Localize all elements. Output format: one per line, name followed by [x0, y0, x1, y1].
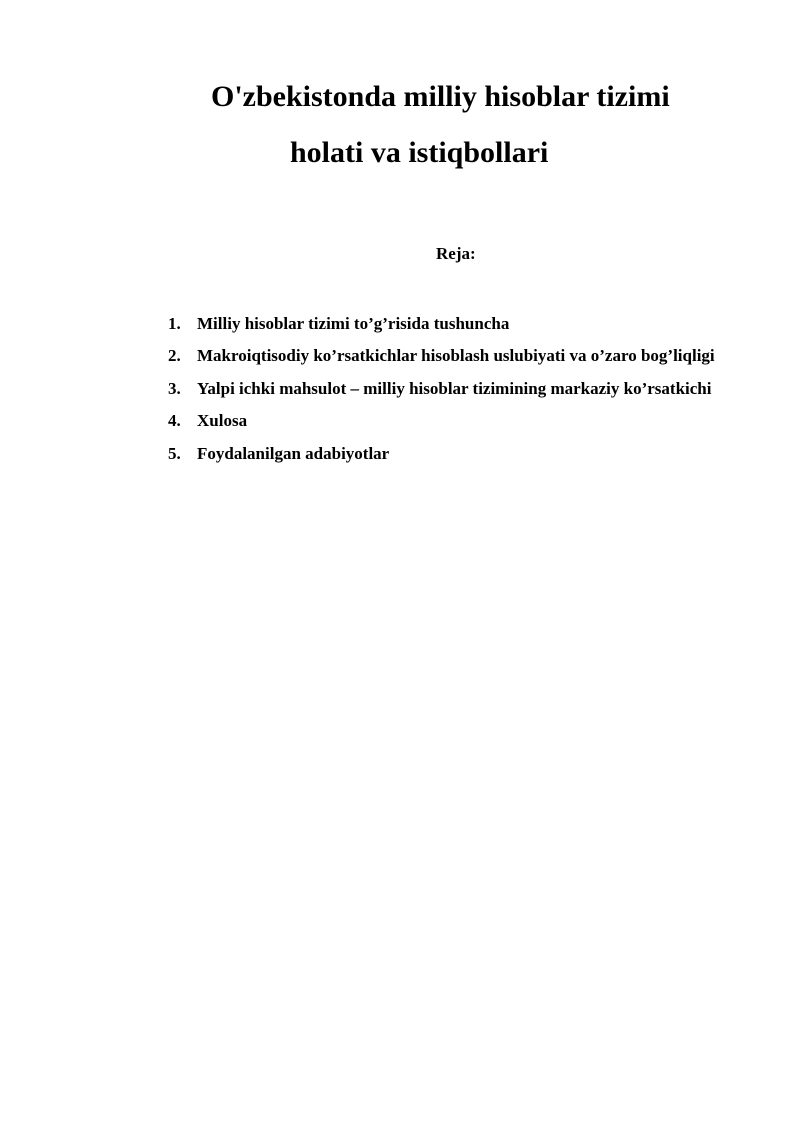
plan-item-number: 2. — [168, 346, 181, 366]
plan-item-text: Makroiqtisodiy ko’rsatkichlar hisoblash uslubiyati va o’zaro bog’liqligi — [197, 346, 715, 366]
plan-item-text: Milliy hisoblar tizimi to’g’risida tushuncha — [197, 314, 510, 333]
plan-item-text: Yalpi ichki mahsulot – milliy hisoblar tizimining markaziy ko’rsatkichi — [197, 378, 712, 398]
plan-item — [168, 340, 742, 372]
plan-item — [168, 405, 742, 437]
plan-item — [168, 438, 742, 470]
plan-item-number: 1. — [168, 314, 181, 333]
plan-item — [168, 308, 742, 340]
document-title-line-2: holati va istiqbollari — [290, 136, 549, 169]
plan-item-number: 4. — [168, 411, 181, 431]
plan-item-text: Foydalanilgan adabiyotlar — [197, 443, 390, 463]
plan-heading: Reja: — [436, 244, 476, 263]
plan-item — [168, 373, 742, 405]
plan-item-number: 3. — [168, 378, 181, 398]
plan-item-number: 5. — [168, 443, 181, 463]
plan-list — [168, 308, 742, 470]
document-title-line-1: O'zbekistonda milliy hisoblar tizimi — [211, 80, 670, 113]
plan-item-text: Xulosa — [197, 411, 248, 431]
